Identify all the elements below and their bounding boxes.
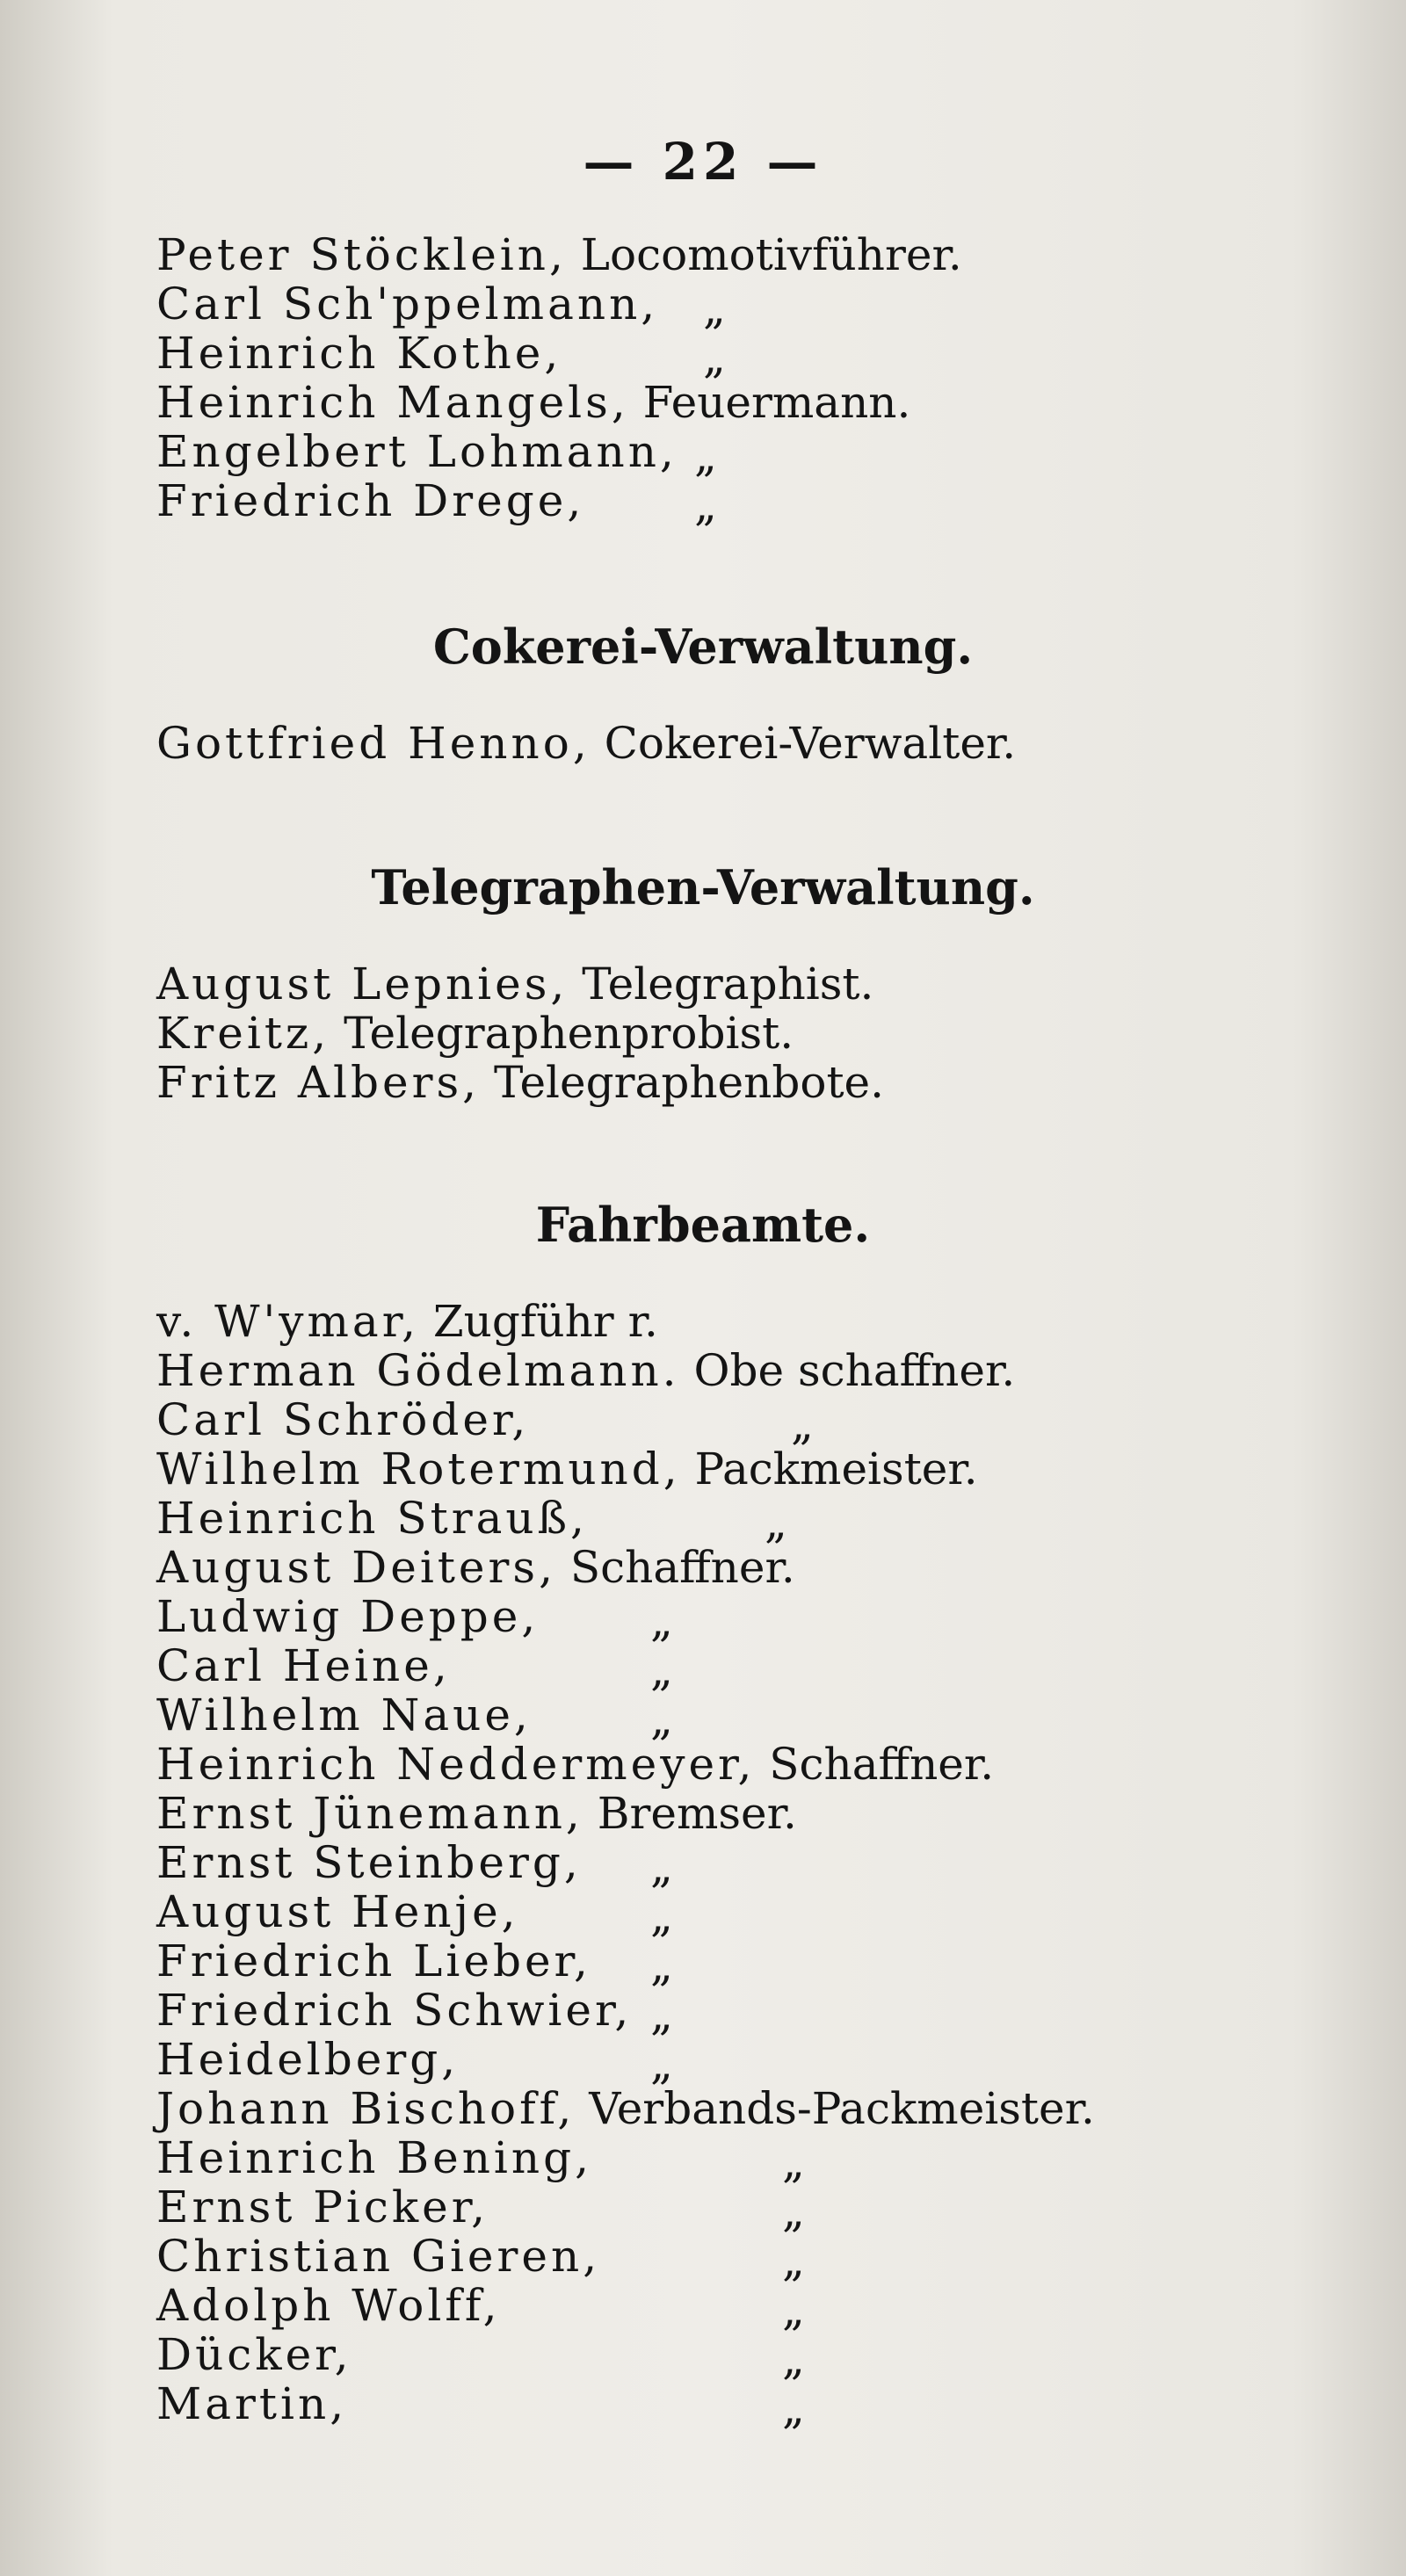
list-item: August Henje, — [156, 1886, 519, 1937]
ditto-mark: „ — [650, 1694, 673, 1745]
ditto-mark: „ — [782, 2334, 805, 2384]
list-item: Heinrich Bening, — [156, 2132, 593, 2183]
ditto-mark: „ — [703, 283, 726, 334]
list-item: August Deiters, Schaffner. — [156, 1542, 795, 1593]
list-item: Ernst Steinberg, — [156, 1837, 582, 1888]
list-item: Ernst Jünemann, Bremser. — [156, 1788, 797, 1839]
list-item: Ernst Picker, — [156, 2182, 489, 2232]
list-item: Friedrich Lieber, — [156, 1936, 591, 1986]
section-heading: Cokerei-Verwaltung. — [432, 619, 974, 675]
list-item: Johann Bischoff, Verbands-Packmeister. — [156, 2083, 1095, 2134]
list-item: Friedrich Schwier, — [156, 1985, 633, 2036]
list-item: Carl Heine, — [156, 1640, 451, 1691]
list-item: August Lepnies, Telegraphist. — [156, 959, 874, 1009]
list-item: Ludwig Deppe, — [156, 1591, 540, 1642]
ditto-mark: „ — [650, 1842, 673, 1892]
ditto-mark: „ — [703, 332, 726, 383]
list-item: Dücker, — [156, 2329, 352, 2380]
ditto-mark: „ — [650, 1596, 673, 1646]
ditto-mark: „ — [650, 1940, 673, 1991]
list-item: Fritz Albers, Telegraphenbote. — [156, 1057, 885, 1108]
list-item: Wilhelm Rotermund, Packmeister. — [156, 1444, 978, 1494]
list-item: Adolph Wolff, — [156, 2280, 501, 2331]
list-item: Christian Gieren, — [156, 2231, 601, 2282]
list-item: Martin, — [156, 2378, 348, 2429]
ditto-mark: „ — [694, 431, 717, 481]
list-item: Heinrich Kothe, — [156, 328, 562, 379]
ditto-mark: „ — [782, 2235, 805, 2286]
list-item: Carl Sch'ppelmann, — [156, 279, 659, 329]
ditto-mark: „ — [650, 1645, 673, 1696]
list-item: Carl Schröder, — [156, 1394, 530, 1445]
section-heading: Telegraphen-Verwaltung. — [371, 859, 1035, 915]
list-item: Engelbert Lohmann, — [156, 426, 678, 477]
list-item: v. W'ymar, Zugführ r. — [156, 1296, 658, 1347]
ditto-mark: „ — [782, 2137, 805, 2188]
ditto-mark: „ — [694, 480, 717, 531]
list-item: Friedrich Drege, — [156, 475, 585, 526]
list-item: Heinrich Strauß, — [156, 1493, 588, 1544]
list-item: Wilhelm Naue, — [156, 1690, 532, 1740]
ditto-mark: „ — [791, 1399, 814, 1450]
list-item: Herman Gödelmann. Obe schaffner. — [156, 1345, 1016, 1396]
list-item: Heinrich Neddermeyer, Schaffner. — [156, 1739, 995, 1790]
ditto-mark: „ — [765, 1497, 787, 1548]
ditto-mark: „ — [650, 2038, 673, 2089]
ditto-mark: „ — [782, 2284, 805, 2335]
ditto-mark: „ — [782, 2383, 805, 2434]
list-item: Heidelberg, — [156, 2034, 460, 2085]
ditto-mark: „ — [650, 1891, 673, 1942]
ditto-mark: „ — [650, 1989, 673, 2040]
list-item: Heinrich Mangels, Feuermann. — [156, 377, 911, 428]
list-item: Gottfried Henno, Cokerei-Verwalter. — [156, 718, 1017, 769]
ditto-mark: „ — [782, 2186, 805, 2237]
section-heading: Fahrbeamte. — [535, 1197, 871, 1253]
page-number: — 22 — — [583, 132, 823, 192]
list-item: Kreitz, Telegraphenprobist. — [156, 1008, 794, 1059]
list-item: Peter Stöcklein, Locomotivführer. — [156, 229, 962, 280]
